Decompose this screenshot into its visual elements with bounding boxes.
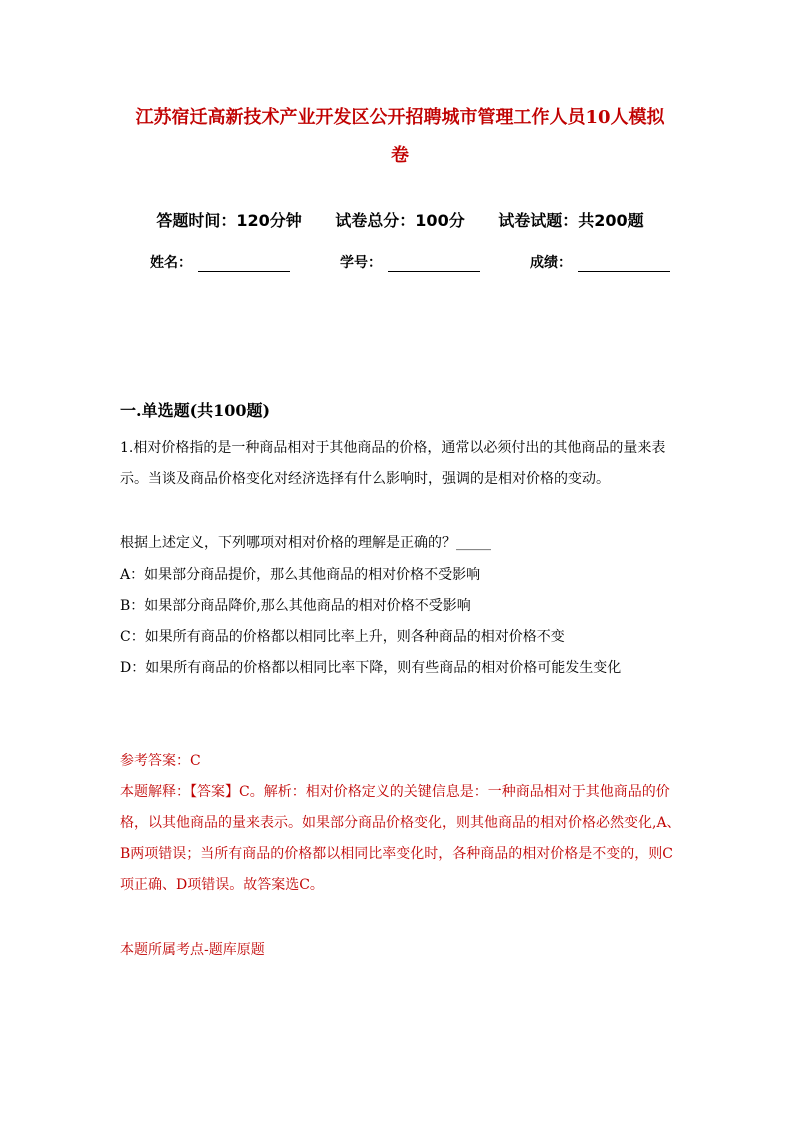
student-id-field (340, 252, 480, 272)
student-name-blank (198, 257, 290, 272)
reference-answer: 参考答案：C (120, 753, 201, 769)
exam-total-score: 试卷总分：100分 (335, 211, 465, 230)
question-stem: 1.相对价格指的是一种商品相对于其他商品的价格，通常以必须付出的其他商品的量来表示。当谈及商品价格变化对经济选择有什么影响时，强调的是相对价格的变动。 (120, 440, 666, 487)
document-title-line1: 江苏宿迁高新技术产业开发区公开招聘城市管理工作人员10人模拟 (135, 107, 665, 128)
exam-info (0, 208, 800, 231)
knowledge-point: 本题所属考点-题库原题 (120, 942, 265, 958)
student-score-field (530, 252, 670, 272)
option-d: D：如果所有商品的价格都以相同比率下降，则有些商品的相对价格可能发生变化 (120, 660, 622, 676)
question-ask: 根据上述定义，下列哪项对相对价格的理解是正确的？_____ (120, 535, 491, 551)
student-score-blank (578, 257, 670, 272)
student-name-label: 姓名： (150, 255, 192, 271)
student-score-label: 成绩： (530, 255, 572, 271)
section-heading: 一.单选题(共100题) (120, 401, 271, 420)
student-id-label: 学号： (340, 255, 382, 271)
answer-explanation: 本题解释：【答案】C。解析：相对价格定义的关键信息是：一种商品相对于其他商品的价格，以其他商品的量来表示。如果部分商品价格变化，则其他商品的相对价格必然变化,A、B两项错误；当所有商品的价格都以相同比率变化时，各种商品的相对价格是不变的，则C项正确、D项错误。故答案选C。 (120, 784, 681, 893)
exam-time: 答题时间：120分钟 (156, 211, 302, 230)
student-id-blank (388, 257, 480, 272)
option-c: C：如果所有商品的价格都以相同比率上升，则各种商品的相对价格不变 (120, 629, 565, 645)
document-title-line2: 卷 (391, 145, 409, 166)
exam-question-count: 试卷试题：共200题 (498, 211, 644, 230)
option-b: B：如果部分商品降价,那么其他商品的相对价格不受影响 (120, 598, 471, 614)
option-a: A：如果部分商品提价，那么其他商品的相对价格不受影响 (120, 567, 481, 583)
student-name-field (150, 252, 290, 272)
